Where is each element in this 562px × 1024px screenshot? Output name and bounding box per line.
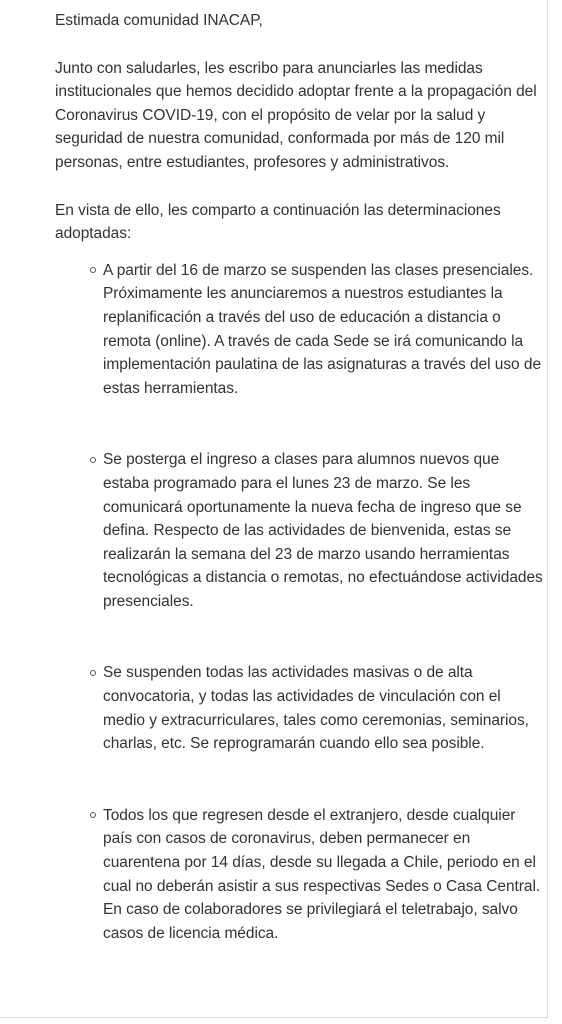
letter-body xyxy=(55,9,543,945)
measure-text: Todos los que regresen desde el extranjero, desde cualquier país con casos de coronavirus, deben permanecer en cuarentena por 14 días, desde su llegada a Chile, periodo en el cual no deberán asistir a sus respectivas Sedes o Casa Central. En caso de colaboradores se privilegiará el teletrabajo, salvo casos de licencia médica. xyxy=(103,806,541,942)
hollow-bullet-icon xyxy=(90,267,96,273)
letter-intro-paragraph: Junto con saludarles, les escribo para anunciarles las medidas institucionales que hemos decidido adoptar frente a la propagación del Coronavirus COVID-19, con el propósito de velar por la salud y seguridad de nuestra comunidad, conformada por más de 120 mil personas, entre estudiantes, profesores y administrativos. xyxy=(55,59,537,171)
measure-item-2 xyxy=(55,448,543,613)
measure-item-3 xyxy=(55,661,543,755)
letter-greeting: Estimada comunidad INACAP, xyxy=(55,12,263,29)
hollow-bullet-icon xyxy=(90,812,96,818)
measure-item-4 xyxy=(55,804,543,946)
letter-lead-in-paragraph: En vista de ello, les comparto a continuación las determinaciones adoptadas: xyxy=(55,201,501,243)
measure-item-1 xyxy=(55,259,543,401)
hollow-bullet-icon xyxy=(90,457,96,463)
measure-text: Se suspenden todas las actividades masivas o de alta convocatoria, y todas las actividades de vinculación con el medio y extracurriculares, tales como ceremonias, seminarios, charlas, etc. Se reprogramarán cuando ello sea posible. xyxy=(103,664,529,753)
measure-text: A partir del 16 de marzo se suspenden las clases presenciales. Próximamente les anunciaremos a nuestros estudiantes la replanificación a través del uso de educación a distancia o remota (online). A través de cada Sede se irá comunicando la implementación paulatina de las asignaturas a través del uso de estas herramientas. xyxy=(103,261,542,397)
measure-text: Se posterga el ingreso a clases para alumnos nuevos que estaba programado para el lunes 23 de marzo. Se les comunicará oportunamente la nueva fecha de ingreso que se defina. Respecto de las actividades de bienvenida, estas se realizarán la semana del 23 de marzo usando herramientas tecnológicas a distancia o remotas, no efectuándose actividades presenciales. xyxy=(103,451,543,610)
hollow-bullet-icon xyxy=(90,670,96,676)
measures-list xyxy=(55,259,543,946)
